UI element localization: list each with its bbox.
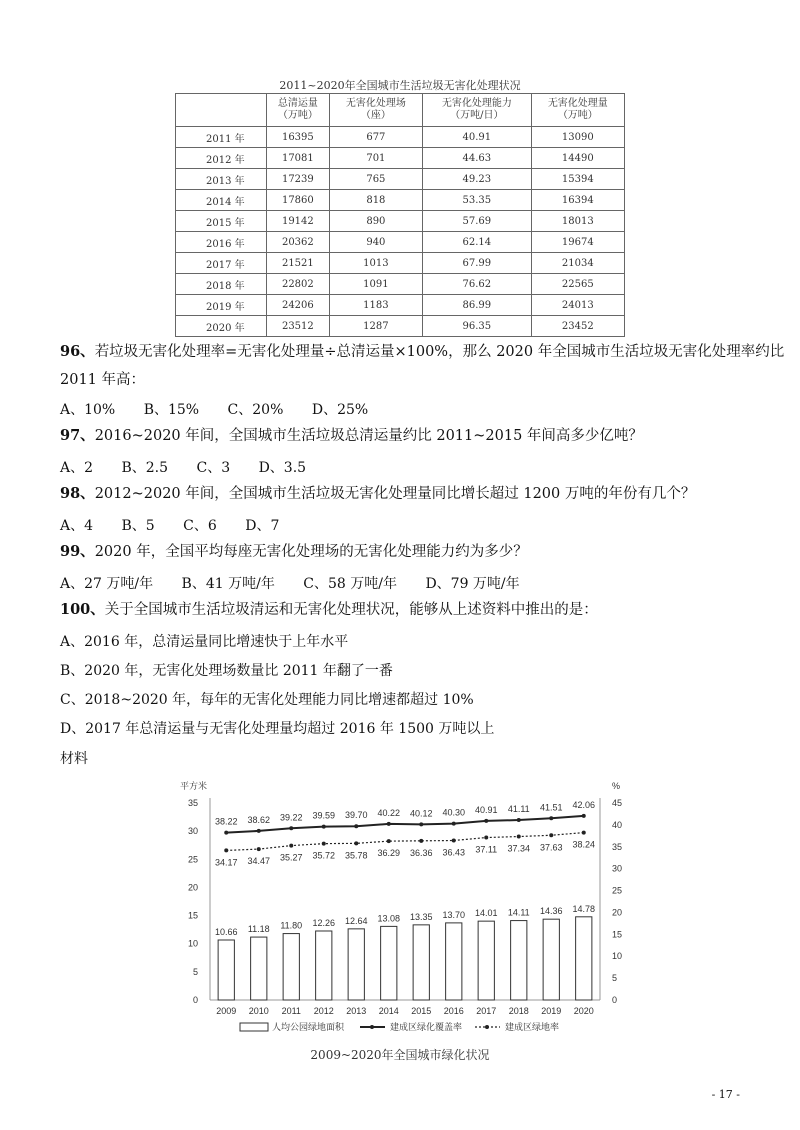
table-cell: 21521 <box>267 253 330 274</box>
line-value-label: 37.34 <box>507 843 531 854</box>
x-tick-label: 2014 <box>378 1006 399 1016</box>
line-value-label: 36.36 <box>409 847 433 858</box>
bar-value-label: 11.18 <box>247 924 270 935</box>
right-tick-label: 10 <box>612 951 623 962</box>
legend-dotted-point <box>485 1025 489 1029</box>
table-cell: 44.63 <box>423 148 532 169</box>
right-tick-label: 40 <box>612 819 623 830</box>
table-row <box>176 148 625 169</box>
table-cell: 16394 <box>531 190 624 211</box>
line-value-label: 34.17 <box>214 857 238 868</box>
right-tick-label: 25 <box>612 885 623 896</box>
header-cell: 无害化处理量 （万吨） <box>531 94 624 127</box>
x-tick-label: 2017 <box>476 1006 497 1016</box>
line-value-label: 36.43 <box>442 847 466 858</box>
line-point <box>419 839 423 843</box>
bar-value-label: 11.80 <box>280 920 303 931</box>
option[interactable]: A、2016 年，总清运量同比增速快于上年水平 <box>60 634 349 650</box>
line-point <box>387 822 391 826</box>
line-value-label: 38.24 <box>572 839 596 850</box>
header-cell: 无害化处理场 （座） <box>329 94 422 127</box>
table-cell: 49.23 <box>423 169 532 190</box>
table-title: 2011~2020年全国城市生活垃圾无害化处理状况 <box>279 79 521 92</box>
right-tick-label: 5 <box>612 973 618 984</box>
table-cell: 890 <box>329 211 422 232</box>
line-value-label: 40.22 <box>377 807 401 818</box>
option[interactable]: B、41 万吨/年 <box>181 576 275 592</box>
greening-chart <box>170 775 630 1043</box>
question-96-options <box>60 399 392 419</box>
bar <box>316 931 332 1000</box>
table-cell: 76.62 <box>423 274 532 295</box>
option[interactable]: D、25% <box>311 402 369 418</box>
question-98-options <box>60 515 303 535</box>
line-point <box>354 824 358 828</box>
right-tick-label: 20 <box>612 907 623 918</box>
bar-value-label: 13.35 <box>409 911 433 922</box>
line-point <box>452 822 456 826</box>
table-cell: 1183 <box>329 295 422 316</box>
line-point <box>354 841 358 845</box>
line-value-label: 41.11 <box>507 804 530 815</box>
option[interactable]: A、10% <box>60 402 116 418</box>
x-tick-label: 2012 <box>313 1006 334 1016</box>
legend-line-point <box>370 1025 374 1029</box>
line-point <box>549 816 553 820</box>
table-cell: 1091 <box>329 274 422 295</box>
row-year: 2011 年 <box>176 127 267 148</box>
legend-label: 建成区绿化覆盖率 <box>390 1022 463 1032</box>
option[interactable]: A、2 <box>60 460 94 476</box>
row-year: 2020 年 <box>176 316 267 337</box>
option[interactable]: B、15% <box>143 402 200 418</box>
left-tick-label: 35 <box>187 798 198 808</box>
question-97-options <box>60 457 330 477</box>
line-point <box>322 842 326 846</box>
option[interactable]: C、20% <box>227 402 284 418</box>
line-value-label: 35.72 <box>312 850 336 861</box>
line-value-label: 37.63 <box>539 842 563 853</box>
row-year: 2015 年 <box>176 211 267 232</box>
right-tick-label: 30 <box>612 863 623 874</box>
bar <box>576 917 592 1000</box>
x-tick-label: 2013 <box>346 1006 367 1016</box>
line-point <box>582 814 586 818</box>
table-cell: 86.99 <box>423 295 532 316</box>
legend-bar-swatch <box>240 1023 268 1031</box>
table-row <box>176 232 625 253</box>
table-cell: 23512 <box>267 316 330 337</box>
table-cell: 19674 <box>531 232 624 253</box>
chart-title: 2009~2020年全国城市绿化状况 <box>310 1048 490 1062</box>
line-point <box>289 844 293 848</box>
question-96: 96、若垃圾无害化处理率=无害化处理量÷总清运量×100%，那么 2020 年全国城市生活垃圾无害化处理率约比 <box>60 343 785 360</box>
table-cell: 17860 <box>267 190 330 211</box>
table-cell: 40.91 <box>423 127 532 148</box>
left-axis-label: 平方米 <box>180 781 208 791</box>
line-point <box>582 831 586 835</box>
row-year: 2014 年 <box>176 190 267 211</box>
line-point <box>549 833 553 837</box>
line-value-label: 40.12 <box>409 808 433 819</box>
option[interactable]: D、7 <box>245 518 280 534</box>
material-label: 材料 <box>60 751 88 767</box>
bar <box>218 940 234 1000</box>
table-cell: 15394 <box>531 169 624 190</box>
row-year: 2017 年 <box>176 253 267 274</box>
line-value-label: 38.22 <box>214 816 238 827</box>
bar <box>446 923 462 1000</box>
line-value-label: 41.51 <box>539 802 563 813</box>
option[interactable]: C、58 万吨/年 <box>303 576 397 592</box>
bar <box>283 934 299 1000</box>
table-cell: 16395 <box>267 127 330 148</box>
table-cell: 1013 <box>329 253 422 274</box>
table-cell: 62.14 <box>423 232 532 253</box>
header-cell: 总清运量 （万吨） <box>267 94 330 127</box>
x-tick-label: 2015 <box>411 1006 432 1016</box>
line-point <box>517 835 521 839</box>
question-99-options <box>60 573 544 593</box>
question-96-cont: 2011 年高： <box>60 372 146 388</box>
table-cell: 14490 <box>531 148 624 169</box>
line-value-label: 35.27 <box>279 852 303 863</box>
line-point <box>289 826 293 830</box>
table-cell: 23452 <box>531 316 624 337</box>
table-cell: 21034 <box>531 253 624 274</box>
row-year: 2013 年 <box>176 169 267 190</box>
legend-label: 人均公园绿地面积 <box>272 1022 345 1032</box>
line-point <box>322 825 326 829</box>
table-cell: 24206 <box>267 295 330 316</box>
garbage-table <box>175 93 625 337</box>
line-value-label: 39.70 <box>344 810 368 821</box>
bar-value-label: 10.66 <box>214 926 238 937</box>
bar-value-label: 13.70 <box>442 909 466 920</box>
bar <box>381 926 397 1000</box>
option[interactable]: C、3 <box>196 460 231 476</box>
left-tick-label: 30 <box>187 826 198 837</box>
line-point <box>452 839 456 843</box>
table-cell: 18013 <box>531 211 624 232</box>
option[interactable]: A、4 <box>60 518 94 534</box>
x-tick-label: 2016 <box>443 1006 464 1016</box>
page-number: - 17 - <box>711 1088 740 1101</box>
row-year: 2018 年 <box>176 274 267 295</box>
table-row <box>176 169 625 190</box>
row-year: 2019 年 <box>176 295 267 316</box>
bar <box>478 921 494 1000</box>
line-point <box>484 819 488 823</box>
table-header-row <box>176 94 625 127</box>
x-tick-label: 2018 <box>508 1006 529 1016</box>
line-value-label: 42.06 <box>572 799 596 810</box>
line-value-label: 37.11 <box>475 844 498 855</box>
row-year: 2016 年 <box>176 232 267 253</box>
right-tick-label: 15 <box>612 929 623 940</box>
line-value-label: 35.78 <box>344 850 368 861</box>
question-99: 99、2020 年，全国平均每座无害化处理场的无害化处理能力约为多少？ <box>60 543 528 560</box>
table-row <box>176 295 625 316</box>
left-tick-label: 25 <box>187 854 198 865</box>
option[interactable]: D、2017 年总清运量与无害化处理量均超过 2016 年 1500 万吨以上 <box>60 721 495 737</box>
row-year: 2012 年 <box>176 148 267 169</box>
table-row <box>176 127 625 148</box>
table-cell: 940 <box>329 232 422 253</box>
table-cell: 20362 <box>267 232 330 253</box>
bar-value-label: 14.11 <box>507 907 530 918</box>
line-value-label: 39.22 <box>279 812 303 823</box>
greenland-rate-line <box>226 833 584 851</box>
option[interactable]: B、2020 年，无害化处理场数量比 2011 年翻了一番 <box>60 663 393 679</box>
table-cell: 17239 <box>267 169 330 190</box>
header-cell: 无害化处理能力 （万吨/日） <box>423 94 532 127</box>
line-value-label: 40.30 <box>442 807 466 818</box>
table-cell: 53.35 <box>423 190 532 211</box>
x-tick-label: 2020 <box>573 1006 594 1016</box>
x-tick-label: 2010 <box>248 1006 269 1016</box>
option[interactable]: A、27 万吨/年 <box>60 576 154 592</box>
question-98: 98、2012~2020 年间，全国城市生活垃圾无害化处理量同比增长超过 1200 万吨的年份有几个？ <box>60 485 696 502</box>
bar-value-label: 12.26 <box>312 917 336 928</box>
right-tick-label: 0 <box>612 995 618 1005</box>
option[interactable]: B、5 <box>121 518 155 534</box>
line-point <box>419 822 423 826</box>
line-value-label: 40.91 <box>474 804 498 815</box>
table-cell: 19142 <box>267 211 330 232</box>
table-cell: 765 <box>329 169 422 190</box>
table-cell: 17081 <box>267 148 330 169</box>
bar-value-label: 14.01 <box>474 908 498 919</box>
bar <box>251 937 267 1000</box>
line-point <box>224 848 228 852</box>
line-point <box>517 818 521 822</box>
left-tick-label: 0 <box>192 995 198 1005</box>
table-cell: 24013 <box>531 295 624 316</box>
bar <box>543 919 559 1000</box>
table-cell: 13090 <box>531 127 624 148</box>
table-cell: 677 <box>329 127 422 148</box>
table-cell: 96.35 <box>423 316 532 337</box>
table-cell: 57.69 <box>423 211 532 232</box>
line-value-label: 34.47 <box>247 856 271 867</box>
table-row <box>176 274 625 295</box>
table-cell: 22802 <box>267 274 330 295</box>
option[interactable]: B、2.5 <box>121 460 169 476</box>
legend-label: 建成区绿地率 <box>505 1022 560 1032</box>
header-cell <box>176 94 267 127</box>
question-100: 100、关于全国城市生活垃圾清运和无害化处理状况，能够从上述资料中推出的是： <box>60 601 598 618</box>
option[interactable]: D、3.5 <box>258 460 307 476</box>
bar-value-label: 14.78 <box>572 903 596 914</box>
option[interactable]: C、6 <box>183 518 217 534</box>
left-tick-label: 15 <box>187 910 198 921</box>
line-point <box>257 829 261 833</box>
table-row <box>176 211 625 232</box>
right-tick-label: 35 <box>612 841 623 852</box>
line-point <box>484 836 488 840</box>
option[interactable]: D、79 万吨/年 <box>425 576 520 592</box>
left-tick-label: 5 <box>192 966 198 977</box>
table-cell: 818 <box>329 190 422 211</box>
table-row <box>176 253 625 274</box>
question-97: 97、2016~2020 年间，全国城市生活垃圾总清运量约比 2011~2015 年间高多少亿吨？ <box>60 427 643 444</box>
table-cell: 22565 <box>531 274 624 295</box>
line-value-label: 38.62 <box>247 814 271 825</box>
table-row <box>176 316 625 337</box>
line-point <box>387 839 391 843</box>
table-row <box>176 190 625 211</box>
bar-value-label: 13.08 <box>377 913 401 924</box>
x-tick-label: 2019 <box>541 1006 562 1016</box>
right-tick-label: 45 <box>612 798 623 808</box>
right-axis-label: % <box>612 781 621 791</box>
bar <box>413 925 429 1000</box>
line-point <box>224 831 228 835</box>
table-cell: 1287 <box>329 316 422 337</box>
line-value-label: 39.59 <box>312 810 336 821</box>
x-tick-label: 2009 <box>216 1006 237 1016</box>
left-tick-label: 20 <box>187 882 198 893</box>
line-point <box>257 847 261 851</box>
left-tick-label: 10 <box>187 938 198 949</box>
table-cell: 701 <box>329 148 422 169</box>
bar <box>511 921 527 1000</box>
option[interactable]: C、2018~2020 年，每年的无害化处理能力同比增速都超过 10% <box>60 692 474 708</box>
bar-value-label: 12.64 <box>344 915 368 926</box>
x-tick-label: 2011 <box>281 1006 301 1016</box>
line-value-label: 36.29 <box>377 848 401 859</box>
bar <box>348 929 364 1000</box>
table-cell: 67.99 <box>423 253 532 274</box>
bar-value-label: 14.36 <box>539 906 563 917</box>
